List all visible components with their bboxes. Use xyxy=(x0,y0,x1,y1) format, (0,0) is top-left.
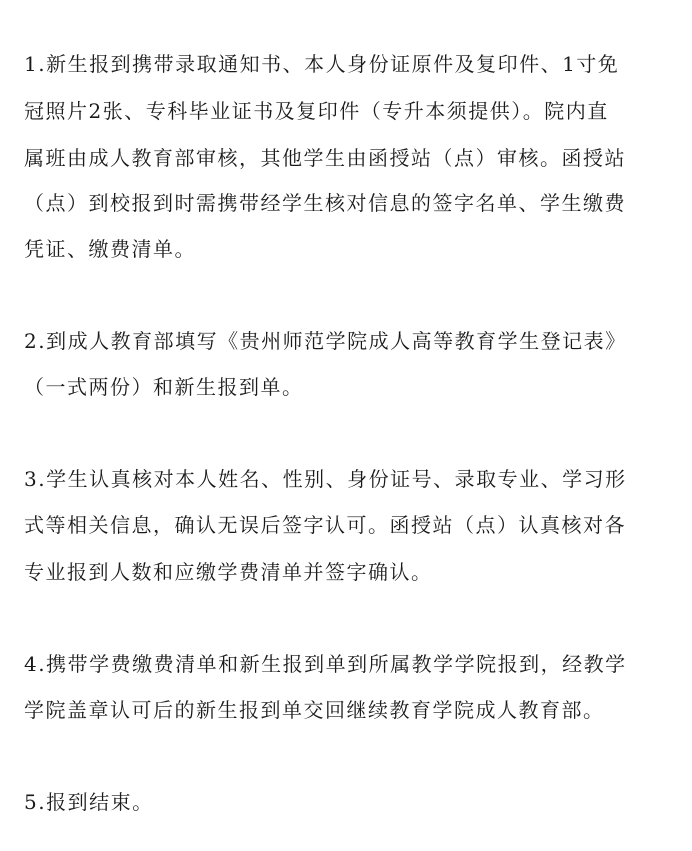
step-4-line-2: 学院盖章认可后的新生报到单交回继续教育学院成人教育部。 xyxy=(24,698,605,722)
step-1-line-4: （点）到校报到时需携带经学生核对信息的签字名单、学生缴费 xyxy=(24,191,626,215)
step-5-line-1: 5.报到结束。 xyxy=(24,790,154,814)
step-1-line-1: 1.新生报到携带录取通知书、本人身份证原件及复印件、1寸免 xyxy=(24,52,620,76)
step-1-line-5: 凭证、缴费清单。 xyxy=(24,237,196,261)
step-3-line-3: 专业报到人数和应缴学费清单并签字确认。 xyxy=(24,560,433,584)
step-3-line-2: 式等相关信息，确认无误后签字认可。函授站（点）认真核对各 xyxy=(24,513,626,537)
step-3-line-1: 3.学生认真核对本人姓名、性别、身份证号、录取专业、学习形 xyxy=(24,467,627,491)
step-2-line-2: （一式两份）和新生报到单。 xyxy=(24,375,304,399)
step-2-line-1: 2.到成人教育部填写《贵州师范学院成人高等教育学生登记表》 xyxy=(24,329,627,353)
step-4-line-1: 4.携带学费缴费清单和新生报到单到所属教学学院报到，经教学 xyxy=(24,652,627,676)
step-1-line-2: 冠照片2张、专科毕业证书及复印件（专升本须提供）。院内直 xyxy=(24,99,609,123)
step-1-line-3: 属班由成人教育部审核，其他学生由函授站（点）审核。函授站 xyxy=(24,146,626,170)
